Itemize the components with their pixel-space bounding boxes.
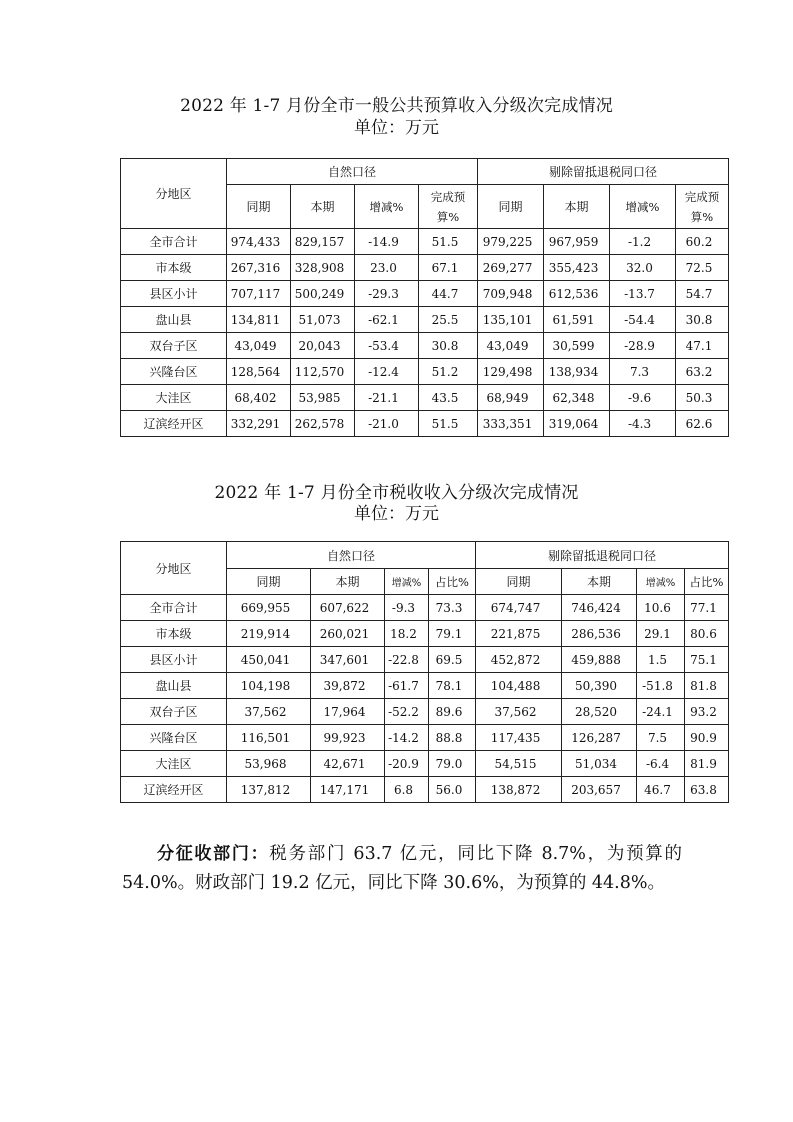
table-cell: -51.8 — [637, 673, 685, 699]
table-cell: 128,564 — [227, 359, 291, 385]
region-header: 分地区 — [121, 542, 227, 595]
table-cell: 30.8 — [419, 333, 478, 359]
table-cell: 37,562 — [227, 699, 311, 725]
row-region-name: 盘山县 — [121, 307, 227, 333]
table-cell: 135,101 — [478, 307, 544, 333]
table-cell: 99,923 — [311, 725, 385, 751]
table-cell: 51.5 — [419, 411, 478, 437]
col-budget-header: 完成预算% — [419, 185, 478, 229]
table-cell: 1.5 — [637, 647, 685, 673]
table-cell: 77.1 — [685, 595, 729, 621]
table-cell: 116,501 — [227, 725, 311, 751]
group-adjusted-header: 剔除留抵退税同口径 — [476, 542, 729, 569]
table-row — [121, 229, 729, 255]
paragraph-text: 税务部门 63.7 亿元，同比下降 8.7%，为预算的 54.0%。财政部门 19.2 亿元，同比下降 30.6%，为预算的 44.8%。 — [122, 844, 682, 893]
table-row — [121, 621, 729, 647]
table-cell: 90.9 — [685, 725, 729, 751]
col-share-header: 占比% — [685, 569, 729, 595]
table-cell: 93.2 — [685, 699, 729, 725]
table-cell: 75.1 — [685, 647, 729, 673]
group-natural-header: 自然口径 — [227, 542, 476, 569]
table-cell: -14.2 — [385, 725, 429, 751]
row-region-name: 市本级 — [121, 255, 227, 281]
table-row — [121, 725, 729, 751]
table-cell: 51,073 — [291, 307, 355, 333]
table-cell: -14.9 — [355, 229, 419, 255]
table-cell: -20.9 — [385, 751, 429, 777]
table-cell: -6.4 — [637, 751, 685, 777]
table-cell: 53,985 — [291, 385, 355, 411]
table-cell: 459,888 — [562, 647, 637, 673]
table-cell: 203,657 — [562, 777, 637, 803]
table-cell: 62,348 — [544, 385, 610, 411]
col-change-header: 增减% — [637, 569, 685, 595]
table-cell: 707,117 — [227, 281, 291, 307]
table-cell: 126,287 — [562, 725, 637, 751]
table2-unit: 单位：万元 — [354, 504, 439, 524]
table-row — [121, 751, 729, 777]
col-prior-header: 同期 — [227, 569, 311, 595]
table-cell: 221,875 — [476, 621, 562, 647]
table-row — [121, 595, 729, 621]
table1-title: 2022 年 1-7 月份全市一般公共预算收入分级次完成情况 — [180, 96, 613, 116]
table-cell: 50,390 — [562, 673, 637, 699]
table-cell: 54.7 — [676, 281, 729, 307]
table-cell: 746,424 — [562, 595, 637, 621]
table-cell: -1.2 — [610, 229, 676, 255]
table-cell: 89.6 — [429, 699, 476, 725]
table-cell: 328,908 — [291, 255, 355, 281]
row-region-name: 双台子区 — [121, 699, 227, 725]
table-cell: 7.5 — [637, 725, 685, 751]
table-cell: 23.0 — [355, 255, 419, 281]
col-share-header: 占比% — [429, 569, 476, 595]
table-cell: -9.6 — [610, 385, 676, 411]
table-cell: 112,570 — [291, 359, 355, 385]
table-cell: 67.1 — [419, 255, 478, 281]
table-cell: 104,198 — [227, 673, 311, 699]
table-cell: -62.1 — [355, 307, 419, 333]
table-cell: -12.4 — [355, 359, 419, 385]
row-region-name: 兴隆台区 — [121, 725, 227, 751]
table-row — [121, 647, 729, 673]
table-cell: 46.7 — [637, 777, 685, 803]
table-cell: -53.4 — [355, 333, 419, 359]
table-cell: 51,034 — [562, 751, 637, 777]
col-change-header: 增减% — [610, 185, 676, 229]
table-cell: 53,968 — [227, 751, 311, 777]
table-cell: 607,622 — [311, 595, 385, 621]
table-cell: 709,948 — [478, 281, 544, 307]
table-cell: 81.8 — [685, 673, 729, 699]
row-region-name: 大洼区 — [121, 385, 227, 411]
table1 — [120, 158, 729, 437]
col-change-header: 增减% — [385, 569, 429, 595]
table-cell: 7.3 — [610, 359, 676, 385]
row-region-name: 兴隆台区 — [121, 359, 227, 385]
table-cell: 61,591 — [544, 307, 610, 333]
table-cell: 137,812 — [227, 777, 311, 803]
table-row — [121, 255, 729, 281]
table-row — [121, 411, 729, 437]
table-cell: 28,520 — [562, 699, 637, 725]
table-cell: -4.3 — [610, 411, 676, 437]
table-cell: 79.1 — [429, 621, 476, 647]
table-cell: 260,021 — [311, 621, 385, 647]
row-region-name: 县区小计 — [121, 281, 227, 307]
table-cell: 267,316 — [227, 255, 291, 281]
table-cell: 669,955 — [227, 595, 311, 621]
table-cell: 979,225 — [478, 229, 544, 255]
col-current-header: 本期 — [562, 569, 637, 595]
collection-department-paragraph — [122, 840, 682, 898]
table-cell: 332,291 — [227, 411, 291, 437]
table1-unit: 单位：万元 — [354, 118, 439, 138]
table-cell: 286,536 — [562, 621, 637, 647]
table-row — [121, 307, 729, 333]
table-cell: 68,949 — [478, 385, 544, 411]
table-cell: 51.5 — [419, 229, 478, 255]
table-cell: 44.7 — [419, 281, 478, 307]
group-natural-header: 自然口径 — [227, 159, 478, 185]
row-region-name: 大洼区 — [121, 751, 227, 777]
table-cell: 967,959 — [544, 229, 610, 255]
table-cell: 43.5 — [419, 385, 478, 411]
table-cell: 147,171 — [311, 777, 385, 803]
table-cell: 138,872 — [476, 777, 562, 803]
table-cell: -21.0 — [355, 411, 419, 437]
col-current-header: 本期 — [544, 185, 610, 229]
table-cell: 43,049 — [227, 333, 291, 359]
table-cell: 612,536 — [544, 281, 610, 307]
row-region-name: 市本级 — [121, 621, 227, 647]
table-cell: 80.6 — [685, 621, 729, 647]
table-cell: 72.5 — [676, 255, 729, 281]
table-cell: 104,488 — [476, 673, 562, 699]
table-row — [121, 333, 729, 359]
region-header: 分地区 — [121, 159, 227, 229]
row-region-name: 双台子区 — [121, 333, 227, 359]
row-region-name: 盘山县 — [121, 673, 227, 699]
table-cell: -54.4 — [610, 307, 676, 333]
table-cell: 43,049 — [478, 333, 544, 359]
col-current-header: 本期 — [291, 185, 355, 229]
table-cell: 269,277 — [478, 255, 544, 281]
table-cell: 60.2 — [676, 229, 729, 255]
table-cell: 20,043 — [291, 333, 355, 359]
table-cell: 30,599 — [544, 333, 610, 359]
table2 — [120, 541, 729, 803]
table-cell: -24.1 — [637, 699, 685, 725]
table-cell: 54,515 — [476, 751, 562, 777]
table-cell: 79.0 — [429, 751, 476, 777]
table-cell: 73.3 — [429, 595, 476, 621]
table-cell: 6.8 — [385, 777, 429, 803]
table-cell: 39,872 — [311, 673, 385, 699]
paragraph-lead: 分征收部门： — [157, 844, 270, 864]
table-cell: -21.1 — [355, 385, 419, 411]
table-cell: 78.1 — [429, 673, 476, 699]
table-cell: 29.1 — [637, 621, 685, 647]
table-cell: 32.0 — [610, 255, 676, 281]
row-region-name: 全市合计 — [121, 595, 227, 621]
table-cell: 25.5 — [419, 307, 478, 333]
row-region-name: 全市合计 — [121, 229, 227, 255]
table-cell: 88.8 — [429, 725, 476, 751]
table-cell: 450,041 — [227, 647, 311, 673]
table-cell: 355,423 — [544, 255, 610, 281]
table-row — [121, 777, 729, 803]
table-cell: 262,578 — [291, 411, 355, 437]
table-cell: 69.5 — [429, 647, 476, 673]
col-prior-header: 同期 — [478, 185, 544, 229]
table-cell: 452,872 — [476, 647, 562, 673]
table-row — [121, 359, 729, 385]
table-cell: -13.7 — [610, 281, 676, 307]
table-cell: 30.8 — [676, 307, 729, 333]
table-cell: 500,249 — [291, 281, 355, 307]
table-row — [121, 385, 729, 411]
col-prior-header: 同期 — [227, 185, 291, 229]
row-region-name: 县区小计 — [121, 647, 227, 673]
table-cell: -61.7 — [385, 673, 429, 699]
table-cell: 18.2 — [385, 621, 429, 647]
table-row — [121, 699, 729, 725]
table-cell: 829,157 — [291, 229, 355, 255]
table-cell: 674,747 — [476, 595, 562, 621]
table-cell: 50.3 — [676, 385, 729, 411]
table-cell: 42,671 — [311, 751, 385, 777]
table-cell: -9.3 — [385, 595, 429, 621]
table2-title: 2022 年 1-7 月份全市税收收入分级次完成情况 — [214, 483, 579, 503]
table-cell: 62.6 — [676, 411, 729, 437]
col-change-header: 增减% — [355, 185, 419, 229]
table-cell: -29.3 — [355, 281, 419, 307]
table-cell: 138,934 — [544, 359, 610, 385]
table-cell: 974,433 — [227, 229, 291, 255]
col-current-header: 本期 — [311, 569, 385, 595]
col-prior-header: 同期 — [476, 569, 562, 595]
table-cell: 68,402 — [227, 385, 291, 411]
table-cell: 63.2 — [676, 359, 729, 385]
table-cell: 81.9 — [685, 751, 729, 777]
table-cell: -52.2 — [385, 699, 429, 725]
table-cell: 63.8 — [685, 777, 729, 803]
table-cell: 347,601 — [311, 647, 385, 673]
row-region-name: 辽滨经开区 — [121, 777, 227, 803]
table-cell: 129,498 — [478, 359, 544, 385]
table-cell: 47.1 — [676, 333, 729, 359]
table-cell: 333,351 — [478, 411, 544, 437]
row-region-name: 辽滨经开区 — [121, 411, 227, 437]
table-cell: 219,914 — [227, 621, 311, 647]
table-cell: 10.6 — [637, 595, 685, 621]
col-budget-header: 完成预算% — [676, 185, 729, 229]
table-cell: -22.8 — [385, 647, 429, 673]
table-row — [121, 281, 729, 307]
group-adjusted-header: 剔除留抵退税同口径 — [478, 159, 729, 185]
table-cell: -28.9 — [610, 333, 676, 359]
table-cell: 319,064 — [544, 411, 610, 437]
table-cell: 37,562 — [476, 699, 562, 725]
table-cell: 134,811 — [227, 307, 291, 333]
table-row — [121, 673, 729, 699]
table-cell: 17,964 — [311, 699, 385, 725]
table-cell: 56.0 — [429, 777, 476, 803]
table-cell: 51.2 — [419, 359, 478, 385]
table-cell: 117,435 — [476, 725, 562, 751]
